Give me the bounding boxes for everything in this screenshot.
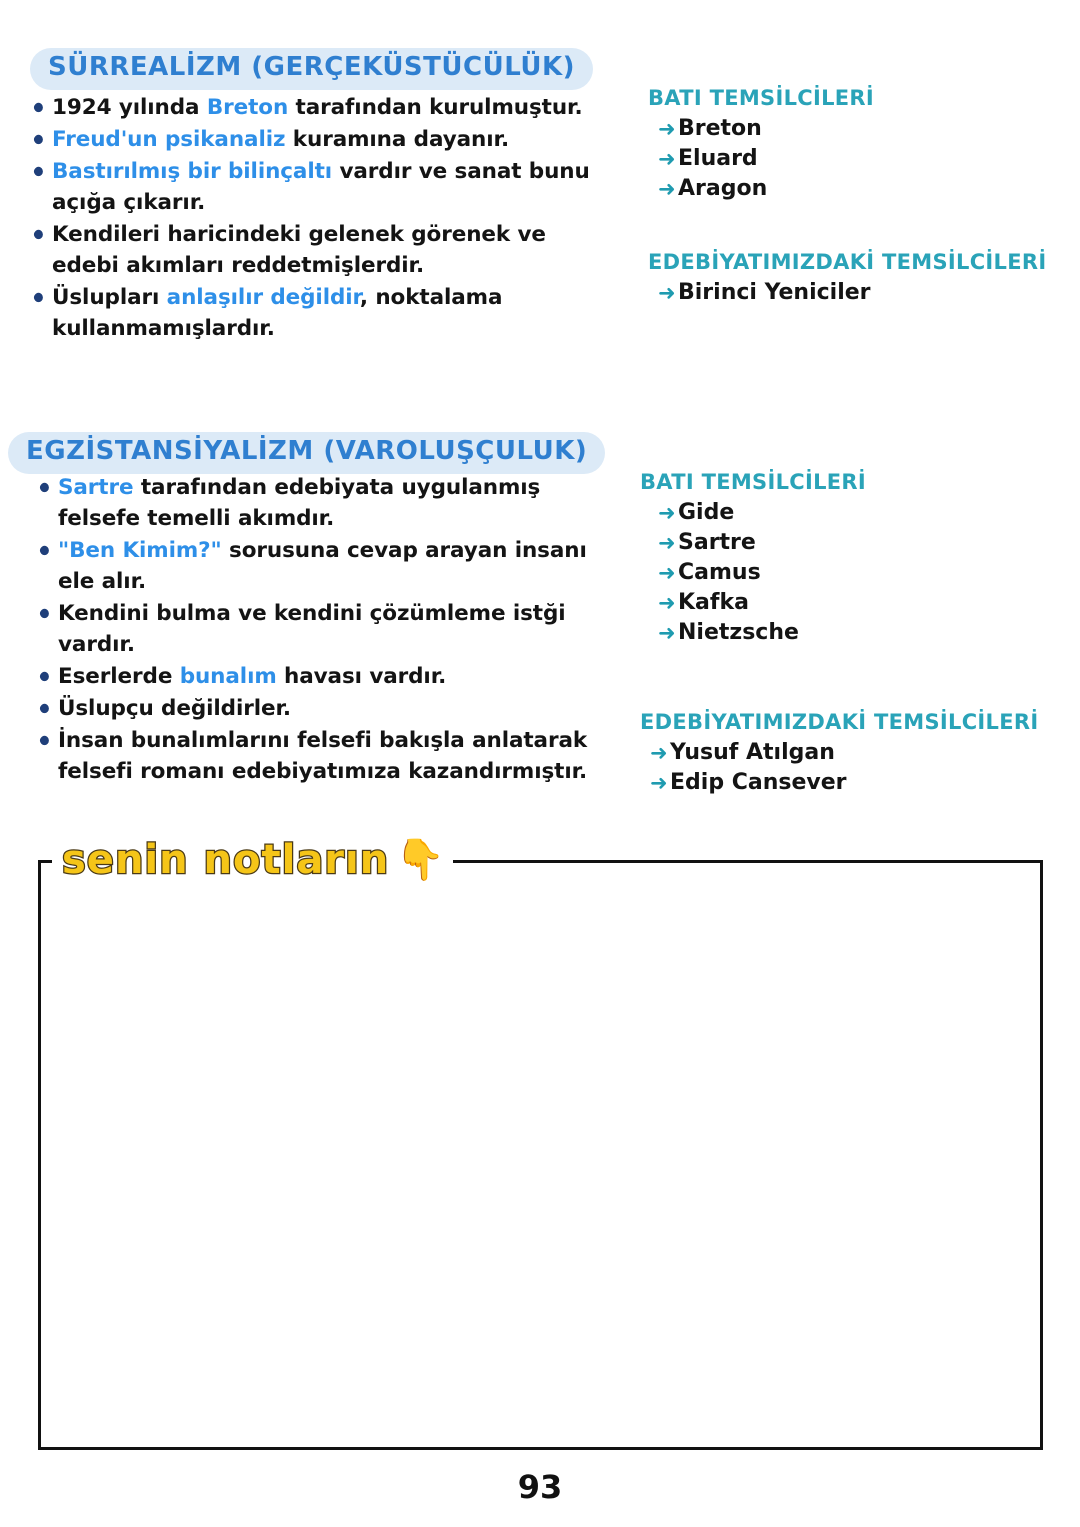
representative-name: Camus bbox=[678, 560, 761, 585]
representative-name: Aragon bbox=[678, 176, 768, 201]
bullet-text: Eserlerde bbox=[58, 664, 180, 689]
bullet-item bbox=[30, 124, 590, 155]
section-2-bullet-list bbox=[36, 472, 618, 788]
bullet-text: kuramına dayanır. bbox=[285, 127, 510, 152]
bullet-text: Üslupları bbox=[52, 285, 167, 310]
west-representatives-list bbox=[640, 498, 1038, 648]
diamond-bullet-icon bbox=[38, 734, 51, 747]
representative-name: Birinci Yeniciler bbox=[678, 280, 871, 305]
bullet-text: Kendini bulma ve kendini çözümleme istği vardır. bbox=[58, 601, 566, 657]
diamond-bullet-icon bbox=[38, 607, 51, 620]
arrow-right-icon: ➜ bbox=[650, 771, 668, 795]
highlighted-term: Bastırılmış bir bilinçaltı bbox=[52, 159, 333, 184]
arrow-right-icon: ➜ bbox=[658, 501, 676, 525]
bullet-item bbox=[36, 472, 618, 534]
diamond-bullet-icon bbox=[32, 228, 45, 241]
arrow-right-icon: ➜ bbox=[658, 147, 676, 171]
diamond-bullet-icon bbox=[38, 702, 51, 715]
bullet-item bbox=[36, 693, 618, 724]
representative-name: Breton bbox=[678, 116, 762, 141]
section-1-bullet-list bbox=[30, 92, 590, 345]
representative-item bbox=[640, 558, 1038, 588]
representative-item bbox=[640, 588, 1038, 618]
representative-name: Gide bbox=[678, 500, 735, 525]
local-representatives-heading: EDEBİYATIMIZDAKİ TEMSİLCİLERİ bbox=[640, 710, 1039, 734]
arrow-right-icon: ➜ bbox=[658, 531, 676, 555]
representative-name: Yusuf Atılgan bbox=[670, 740, 835, 765]
representative-item bbox=[648, 278, 1046, 308]
section-title-surrealizm: SÜRREALİZM (GERÇEKÜSTÜCÜLÜK) bbox=[30, 48, 593, 90]
arrow-right-icon: ➜ bbox=[650, 741, 668, 765]
representative-item bbox=[648, 144, 1046, 174]
local-representatives-heading: EDEBİYATIMIZDAKİ TEMSİLCİLERİ bbox=[648, 250, 1047, 274]
bullet-text: 1924 yılında bbox=[52, 95, 207, 120]
bullet-item bbox=[30, 219, 590, 281]
bullet-text: vardır ve sanat bunu açığa çıkarır. bbox=[52, 159, 590, 215]
bullet-text: İnsan bunalımlarını felsefi bakışla anlatarak felsefi romanı edebiyatımıza kazandırmıştır. bbox=[58, 728, 588, 784]
bullet-item bbox=[30, 282, 590, 344]
bullet-item bbox=[30, 92, 590, 123]
diamond-bullet-icon bbox=[38, 481, 51, 494]
west-representatives-heading: BATI TEMSİLCİLERİ bbox=[648, 86, 874, 110]
highlighted-term: "Ben Kimim?" bbox=[58, 538, 222, 563]
pointing-down-hand-icon: 👇 bbox=[395, 837, 446, 883]
diamond-bullet-icon bbox=[38, 544, 51, 557]
arrow-right-icon: ➜ bbox=[658, 177, 676, 201]
representative-item bbox=[640, 618, 1038, 648]
representative-name: Kafka bbox=[678, 590, 749, 615]
diamond-bullet-icon bbox=[32, 165, 45, 178]
bullet-text: Kendileri haricindeki gelenek görenek ve edebi akımları reddetmişlerdir. bbox=[52, 222, 546, 278]
west-representatives-list bbox=[648, 114, 1046, 204]
diamond-bullet-icon bbox=[32, 101, 45, 114]
representative-name: Sartre bbox=[678, 530, 756, 555]
representative-name: Eluard bbox=[678, 146, 758, 171]
section-2-representatives bbox=[640, 470, 1038, 798]
section-1-representatives bbox=[648, 86, 1046, 308]
notes-label-text: senin notların bbox=[62, 837, 390, 883]
representative-item bbox=[640, 768, 1038, 798]
highlighted-term: Breton bbox=[206, 95, 289, 120]
bullet-text: tarafından kurulmuştur. bbox=[288, 95, 583, 120]
bullet-item bbox=[36, 535, 618, 597]
arrow-right-icon: ➜ bbox=[658, 281, 676, 305]
highlighted-term: anlaşılır değildir bbox=[166, 285, 360, 310]
arrow-right-icon: ➜ bbox=[658, 621, 676, 645]
local-representatives-list bbox=[640, 738, 1038, 798]
notes-writing-area[interactable] bbox=[38, 860, 1043, 1450]
representative-item bbox=[640, 498, 1038, 528]
bullet-text: , noktalama kullanmamışlardır. bbox=[52, 285, 503, 341]
bullet-item bbox=[30, 156, 590, 218]
diamond-bullet-icon bbox=[32, 133, 45, 146]
diamond-bullet-icon bbox=[32, 291, 45, 304]
bullet-item bbox=[36, 598, 618, 660]
arrow-right-icon: ➜ bbox=[658, 561, 676, 585]
representative-name: Nietzsche bbox=[678, 620, 799, 645]
representative-item bbox=[648, 114, 1046, 144]
page-number: 93 bbox=[517, 1468, 563, 1506]
west-representatives-heading: BATI TEMSİLCİLERİ bbox=[640, 470, 866, 494]
highlighted-term: Freud'un psikanaliz bbox=[52, 127, 286, 152]
bullet-text: Üslupçu değildirler. bbox=[58, 696, 291, 721]
highlighted-term: bunalım bbox=[179, 664, 277, 689]
notes-label bbox=[52, 826, 453, 894]
arrow-right-icon: ➜ bbox=[658, 591, 676, 615]
representative-item bbox=[640, 528, 1038, 558]
bullet-text: havası vardır. bbox=[276, 664, 447, 689]
local-representatives-list bbox=[648, 278, 1046, 308]
arrow-right-icon: ➜ bbox=[658, 117, 676, 141]
bullet-text: sorusuna cevap arayan insanı ele alır. bbox=[58, 538, 587, 594]
bullet-text: tarafından edebiyata uygulanmış felsefe temelli akımdır. bbox=[58, 475, 541, 531]
section-title-egzistansiyalizm: EGZİSTANSİYALİZM (VAROLUŞÇULUK) bbox=[8, 432, 605, 474]
bullet-item bbox=[36, 725, 618, 787]
diamond-bullet-icon bbox=[38, 670, 51, 683]
highlighted-term: Sartre bbox=[58, 475, 134, 500]
representative-item bbox=[648, 174, 1046, 204]
representative-name: Edip Cansever bbox=[670, 770, 847, 795]
bullet-item bbox=[36, 661, 618, 692]
representative-item bbox=[640, 738, 1038, 768]
